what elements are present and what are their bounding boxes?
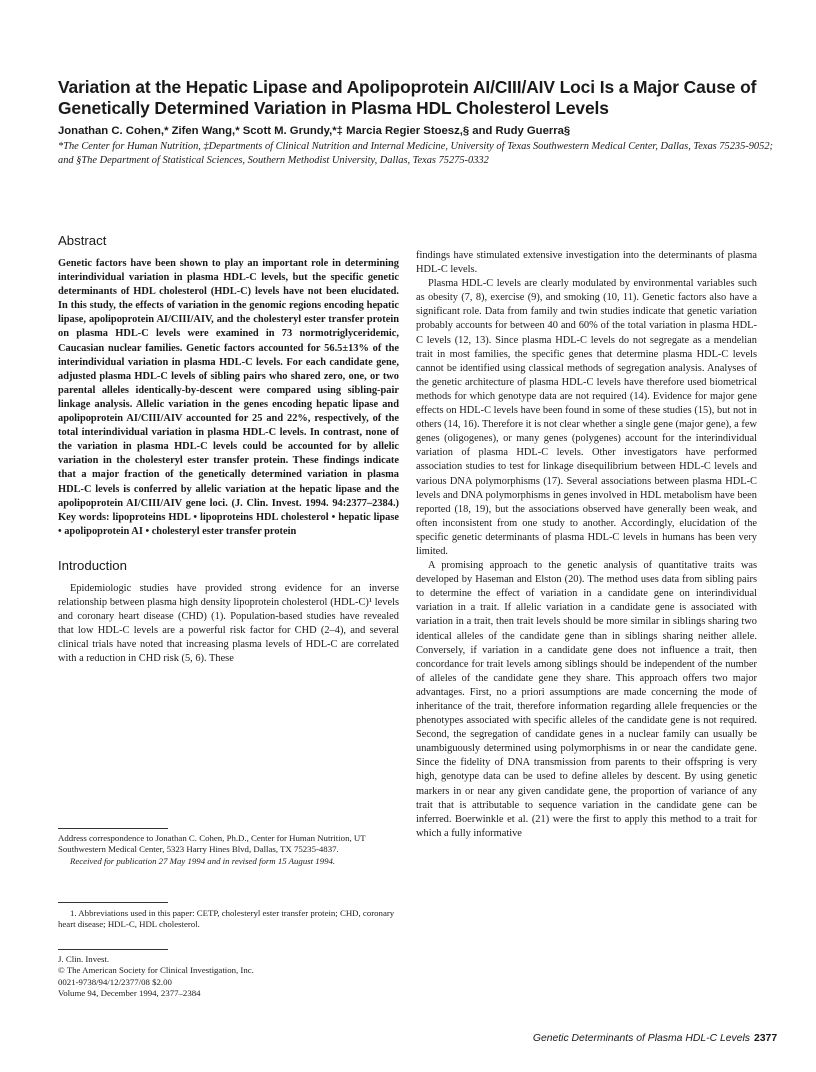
- correspondence-block: [58, 833, 399, 867]
- introduction-paragraph: Epidemiologic studies have provided strong evidence for an inverse relationship between plasma high density lipoprotein cholesterol (HDL-C)¹ levels and coronary heart disease (CHD) (1). Population-based studies have revealed that low HDL-C levels are a powerful risk factor for CHD (2–4), and several clinical trials have noted that increasing plasma levels of HDL-C are correlated with a reduction in CHD risk (5, 6). These: [58, 582, 399, 665]
- author-list: Jonathan C. Cohen,* Zifen Wang,* Scott M. Grundy,*‡ Marcia Regier Stoesz,§ and Rudy Guerra§: [58, 125, 571, 137]
- issn: 0021-9738/94/12/2377/08 $2.00: [58, 976, 172, 987]
- journal-info-divider: [58, 949, 168, 950]
- footnote-divider: [58, 828, 168, 829]
- abbreviations-text: 1. Abbreviations used in this paper: CETP, cholesteryl ester transfer protein; CHD, coronary heart disease; HDL-C, HDL cholesterol.: [58, 908, 395, 930]
- left-column: [58, 232, 399, 666]
- abbreviations-divider: [58, 902, 168, 903]
- affiliations: *The Center for Human Nutrition, ‡Departments of Clinical Nutrition and Internal Medicine, University of Texas Southwestern Medical Center, Dallas, Texas 75235-9052; and §The Department of Statistical Sciences, Southern Methodist University, Dallas, Texas 75275-0332: [58, 141, 773, 166]
- abstract-text: Genetic factors have been shown to play an important role in determining interindividual variation in plasma HDL-C levels, but the specific genetic determinants of HDL cholesterol (HDL-C) levels have not been elucidated. In this study, the effects of variation in the genomic regions encoding hepatic lipase, apolipoprotein AI/CIII/AIV, and the cholesteryl ester transfer protein on plasma HDL-C levels were examined in 73 normotriglyceridemic, Caucasian nuclear families. Genetic factors accounted for 56.5±13% of the interindividual variation in plasma HDL-C levels. For each candidate gene, adjusted plasma HDL-C levels of sibling pairs who shared zero, one, or two parental alleles identically-by-descent were compared using sibling-pair linkage analysis. Allelic variation in the genes encoding hepatic lipase and apolipoprotein AI/CIII/AIV accounted for 25 and 22%, respectively, of the total interindividual variation in plasma HDL-C levels. In contrast, none of the variation in plasma HDL-C levels could be accounted for by allelic variation in the cholesteryl ester transfer protein. These findings indicate that a major fraction of the genetically determined variation in plasma HDL-C levels is conferred by allelic variation at the hepatic lipase and the apolipoprotein AI/CIII/AIV gene loci. (J. Clin. Invest. 1994. 94:2377–2384.) Key words: lipoproteins HDL • lipoproteins HDL cholesterol • hepatic lipase • apolipoprotein AI • cholesteryl ester transfer protein: [58, 258, 399, 537]
- introduction-heading: Introduction: [58, 557, 127, 573]
- journal-info: [58, 954, 399, 1000]
- running-title: Genetic Determinants of Plasma HDL-C Levels: [532, 1033, 750, 1044]
- abbreviations-footnote: [58, 908, 399, 931]
- volume-info: Volume 94, December 1994, 2377–2384: [58, 988, 201, 999]
- abstract-heading: Abstract: [58, 233, 107, 248]
- received-date: Received for publication 27 May 1994 and in revised form 15 August 1994.: [70, 855, 336, 866]
- right-column: [416, 249, 757, 841]
- correspondence-address: Address correspondence to Jonathan C. Cohen, Ph.D., Center for Human Nutrition, UT Southwestern Medical Center, 5323 Harry Hines Blvd, Dallas, TX 75235-4837.: [58, 833, 366, 855]
- page-number: 2377: [754, 1033, 778, 1044]
- copyright: © The American Society for Clinical Investigation, Inc.: [58, 965, 254, 976]
- journal-name: J. Clin. Invest.: [58, 954, 110, 964]
- right-paragraph-2: Plasma HDL-C levels are clearly modulated by environmental variables such as obesity (7, 8), exercise (9), and smoking (10, 11). Genetic factors also have a significant role. Data from family and twin studies indicate that genetic variation probably accounts for between 40 and 60% of the total variation in plasma HDL-C levels (12, 13). Since plasma HDL-C levels do not segregate as a mendelian trait in most families, the specific genes that determine plasma HDL-C levels cannot be identified using classical methods of segregation analysis. Analyses of the genetic architecture of plasma HDL-C levels have therefore used biometrical methods for which genotype data are not required (14). Evidence for major gene effects on HDL-C levels have been found in some of these studies (15), but not in others (14, 16). Therefore it is not clear whether a single gene (major gene), a few genes (oligogenes), or many genes (polygenes) account for the interindividual variation of plasma HDL-C levels. Other investigators have performed association studies to test for linkage disequilibrium between HDL-C levels and various DNA polymorphisms (17). Several associations between plasma HDL-C levels and DNA polymorphisms in genes involved in HDL metabolism have been reported (18, 19), but the associations observed have generally been weak, and often inconsistent from one study to another. Accordingly, elucidation of the specific genetic determinants of plasma HDL-C levels in humans has been very limited.: [416, 278, 757, 557]
- right-paragraph-3: A promising approach to the genetic analysis of quantitative traits was developed by Haseman and Elston (20). The method uses data from sibling pairs to determine the effect of variation in a candidate gene on interindividual variation in a trait. If allelic variation in a candidate gene is associated with variation in a trait, then trait levels should be more similar in siblings sharing two identical alleles of the candidate gene than in siblings sharing neither allele. Conversely, if variation in a candidate gene does not influence a trait, then concordance for trait levels among siblings should be independent of the number of alleles of the candidate gene they share. This approach offers two major advantages. First, no a priori assumptions are made concerning the mode of inheritance of the trait, therefore information regarding allele frequencies or the phenotypes associated with specific alleles of the candidate gene is not required. Second, the segregation of candidate genes in a nuclear family can usually be unambiguously determined using polymorphisms in or near the candidate gene. Since the fidelity of DNA transmission from parents to their offspring is very high, genotype data can be used to define alleles by descent. By using genetic markers in or near any given candidate gene, the proportion of variance of any trait that is attributable to sequence variation in the candidate gene can be inferred. Boerwinkle et al. (21) were the first to apply this method to a trait for which a fully informative: [416, 560, 757, 839]
- article-title: Variation at the Hepatic Lipase and Apolipoprotein AI/CIII/AIV Loci Is a Major Cause of Genetically Determined Variation in Plasma HDL Cholesterol Levels: [58, 77, 757, 118]
- right-paragraph-1: findings have stimulated extensive investigation into the determinants of plasma HDL-C levels.: [416, 250, 757, 276]
